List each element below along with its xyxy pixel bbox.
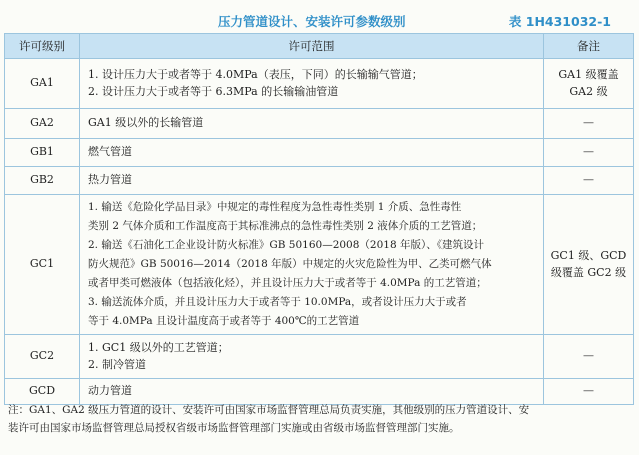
note-line: GA2 级 — [569, 84, 608, 98]
scope-cell — [80, 335, 544, 379]
scope-line: 防火规范》GB 50016—2014（2018 年版）中规定的火灾危险性为甲、乙类可燃气体 — [88, 258, 492, 270]
column-header-note: 备注 — [544, 34, 634, 59]
note-cell — [544, 59, 634, 109]
table-title: 压力管道设计、安装许可参数级别 — [218, 14, 406, 29]
scope-line: 等于 4.0MPa 且设计温度高于或者等于 400℃的工艺管道 — [88, 315, 360, 327]
scope-line: 3. 输送流体介质，并且设计压力大于或者等于 10.0MPa，或者设计压力大于或者 — [88, 296, 467, 308]
table-row — [5, 335, 634, 379]
note-cell: — — [544, 167, 634, 195]
scope-line: 2. 输送《石油化工企业设计防火标准》GB 50160—2008（2018 年版）、《建筑设计 — [88, 239, 484, 251]
scope-line: 1. 输送《危险化学品目录》中规定的毒性程度为急性毒性类别 1 介质、急性毒性 — [88, 201, 462, 213]
scope-line: 或者甲类可燃液体（包括液化烃），并且设计压力大于或者等于 4.0MPa 的工艺管道； — [88, 277, 487, 289]
column-header-level: 许可级别 — [5, 34, 80, 59]
level-cell: GC1 — [5, 195, 80, 335]
scope-cell: GA1 级以外的长输管道 — [80, 109, 544, 139]
scope-cell — [80, 195, 544, 335]
level-cell: GC2 — [5, 335, 80, 379]
scope-cell: 动力管道 — [80, 379, 544, 405]
permit-level-table — [4, 33, 634, 405]
level-cell: GB2 — [5, 167, 80, 195]
note-cell: — — [544, 139, 634, 167]
table-caption — [0, 10, 639, 30]
level-cell: GCD — [5, 379, 80, 405]
note-cell: — — [544, 335, 634, 379]
scope-cell: 热力管道 — [80, 167, 544, 195]
scope-line: 2. 设计压力大于或者等于 6.3MPa 的长输输油管道 — [88, 84, 339, 98]
note-line: GA1 级覆盖 — [558, 68, 619, 81]
level-cell: GB1 — [5, 139, 80, 167]
level-cell: GA2 — [5, 109, 80, 139]
table-row — [5, 59, 634, 109]
note-cell: — — [544, 109, 634, 139]
table-header-row — [5, 34, 634, 59]
level-cell: GA1 — [5, 59, 80, 109]
scope-cell — [80, 59, 544, 109]
footnote-line: 装许可由国家市场监督管理总局授权省级市场监督管理部门实施或由省级市场监督管理部门实施。 — [8, 422, 460, 434]
scope-line: 类别 2 气体介质和工作温度高于其标准沸点的急性毒性类别 2 液体介质的工艺管道； — [88, 220, 483, 232]
table-row — [5, 109, 634, 139]
note-cell — [544, 195, 634, 335]
scope-line: 2. 制冷管道 — [88, 357, 146, 371]
note-cell: — — [544, 379, 634, 405]
footnote-line: 注：GA1、GA2 级压力管道的设计、安装许可由国家市场监督管理总局负责实施，其他级别的压力管道设计、安 — [8, 404, 530, 416]
table-row — [5, 167, 634, 195]
table-row — [5, 195, 634, 335]
scope-cell: 燃气管道 — [80, 139, 544, 167]
table-footnote — [8, 401, 633, 437]
column-header-scope: 许可范围 — [80, 34, 544, 59]
scope-line: 1. 设计压力大于或者等于 4.0MPa（表压，下同）的长输输气管道； — [88, 68, 423, 81]
note-line: GC1 级、GCD — [550, 249, 627, 262]
note-line: 级覆盖 GC2 级 — [550, 265, 627, 279]
table-row — [5, 139, 634, 167]
scope-line: 1. GC1 级以外的工艺管道； — [88, 341, 229, 354]
table-number: 表 1H431032-1 — [508, 14, 611, 29]
